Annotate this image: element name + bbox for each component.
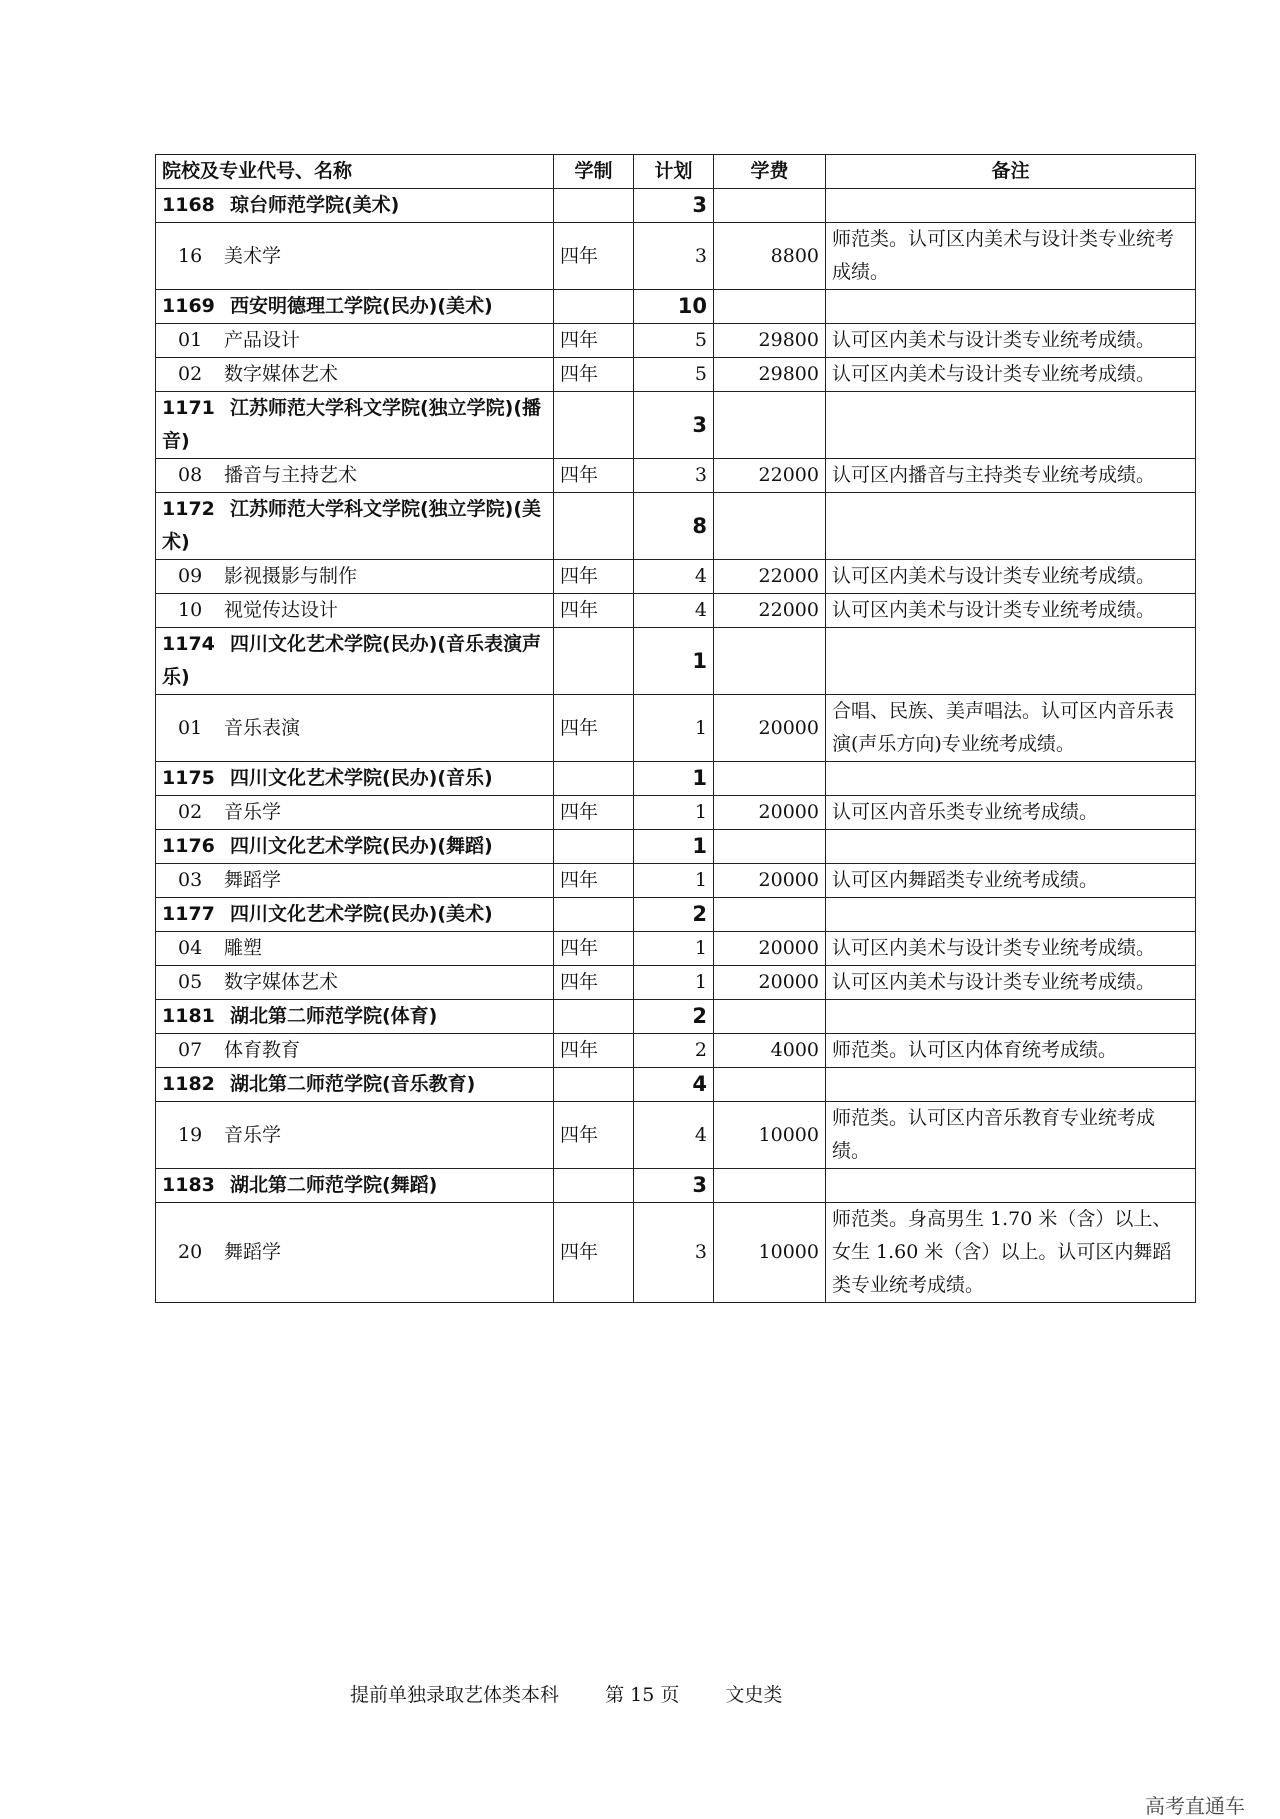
fee-cell [714, 830, 826, 864]
plan-value: 1 [692, 766, 707, 790]
plan-value: 2 [694, 1039, 707, 1061]
row-code: 09 [178, 565, 203, 587]
plan-cell [634, 762, 714, 796]
fee-cell [714, 358, 826, 392]
row-code: 02 [178, 363, 203, 385]
plan-cell [634, 358, 714, 392]
plan-cell [634, 324, 714, 358]
duration-value: 四年 [560, 329, 599, 351]
duration-cell [554, 358, 634, 392]
school-row [156, 290, 1196, 324]
name-cell [156, 324, 554, 358]
row-code: 1182 [162, 1073, 215, 1095]
row-name: 音乐表演 [224, 716, 301, 739]
name-cell [156, 1000, 554, 1034]
plan-value: 1 [692, 648, 707, 673]
fee-cell [714, 594, 826, 628]
duration-cell [554, 594, 634, 628]
row-name: 产品设计 [224, 329, 301, 351]
school-row [156, 1000, 1196, 1034]
name-cell [156, 290, 554, 324]
note-cell [826, 1102, 1196, 1169]
fee-cell [714, 392, 826, 459]
row-code: 02 [178, 801, 203, 823]
duration-cell [554, 392, 634, 459]
fee-value: 8800 [770, 244, 819, 267]
fee-cell [714, 290, 826, 324]
fee-value: 20000 [758, 937, 819, 959]
plan-value: 5 [694, 363, 707, 385]
note-cell [826, 324, 1196, 358]
row-name: 湖北第二师范学院(音乐教育) [230, 1073, 476, 1095]
note-value: 师范类。身高男生 1.70 米（含）以上、女生 1.60 米（含）以上。认可区内舞蹈类专业统考成绩。 [832, 1208, 1172, 1296]
plan-cell [634, 290, 714, 324]
note-cell [826, 358, 1196, 392]
note-cell [826, 628, 1196, 695]
duration-cell [554, 459, 634, 493]
plan-cell [634, 966, 714, 1000]
name-cell [156, 898, 554, 932]
note-cell [826, 594, 1196, 628]
duration-cell [554, 493, 634, 560]
admissions-table [155, 154, 1196, 1303]
plan-cell [634, 1034, 714, 1068]
note-cell [826, 695, 1196, 762]
row-code: 08 [178, 464, 203, 486]
row-name: 数字媒体艺术 [224, 363, 339, 385]
row-name: 西安明德理工学院(民办)(美术) [230, 295, 493, 317]
row-name: 舞蹈学 [224, 1241, 282, 1263]
header-name: 院校及专业代号、名称 [156, 155, 554, 189]
header-plan: 计划 [634, 155, 714, 189]
plan-value: 5 [694, 329, 707, 351]
duration-value: 四年 [560, 937, 599, 959]
duration-cell [554, 898, 634, 932]
row-code: 19 [178, 1123, 203, 1146]
note-value: 认可区内美术与设计类专业统考成绩。 [832, 329, 1156, 351]
row-name: 湖北第二师范学院(舞蹈) [230, 1174, 438, 1196]
row-code: 1174 [162, 633, 215, 655]
row-code: 03 [178, 869, 203, 891]
major-row [156, 695, 1196, 762]
duration-value: 四年 [560, 716, 599, 739]
note-cell [826, 493, 1196, 560]
plan-cell [634, 1102, 714, 1169]
duration-cell [554, 223, 634, 290]
note-cell [826, 966, 1196, 1000]
plan-cell [634, 932, 714, 966]
duration-value: 四年 [560, 599, 599, 621]
fee-value: 22000 [758, 565, 819, 587]
name-cell [156, 358, 554, 392]
name-cell [156, 560, 554, 594]
plan-value: 4 [694, 565, 707, 587]
header-fee: 学费 [714, 155, 826, 189]
note-value: 认可区内音乐类专业统考成绩。 [832, 801, 1099, 823]
note-cell [826, 932, 1196, 966]
duration-value: 四年 [560, 971, 599, 993]
watermark: 高考直通车 [1145, 1794, 1245, 1818]
row-code: 16 [178, 244, 203, 267]
plan-value: 1 [692, 834, 707, 858]
header-note: 备注 [826, 155, 1196, 189]
plan-cell [634, 830, 714, 864]
plan-value: 1 [694, 937, 707, 959]
note-cell [826, 1068, 1196, 1102]
plan-cell [634, 392, 714, 459]
note-value: 认可区内美术与设计类专业统考成绩。 [832, 599, 1156, 621]
fee-cell [714, 695, 826, 762]
plan-value: 1 [694, 971, 707, 993]
duration-cell [554, 695, 634, 762]
row-name: 数字媒体艺术 [224, 971, 339, 993]
name-cell [156, 459, 554, 493]
fee-cell [714, 189, 826, 223]
duration-cell [554, 189, 634, 223]
duration-value: 四年 [560, 464, 599, 486]
note-cell [826, 796, 1196, 830]
duration-value: 四年 [560, 244, 599, 267]
plan-cell [634, 695, 714, 762]
row-code: 1176 [162, 835, 215, 857]
major-row [156, 796, 1196, 830]
duration-cell [554, 1203, 634, 1303]
name-cell [156, 1102, 554, 1169]
duration-cell [554, 1169, 634, 1203]
note-value: 认可区内美术与设计类专业统考成绩。 [832, 971, 1156, 993]
row-name: 音乐学 [224, 1123, 282, 1146]
plan-value: 3 [694, 1241, 707, 1263]
duration-cell [554, 1000, 634, 1034]
fee-cell [714, 864, 826, 898]
school-row [156, 1169, 1196, 1203]
note-cell [826, 1034, 1196, 1068]
major-row [156, 1102, 1196, 1169]
duration-cell [554, 966, 634, 1000]
row-code: 01 [178, 329, 203, 351]
plan-value: 2 [692, 1004, 707, 1028]
plan-cell [634, 1203, 714, 1303]
row-name: 四川文化艺术学院(民办)(音乐表演声乐) [162, 633, 542, 688]
duration-cell [554, 560, 634, 594]
fee-cell [714, 762, 826, 796]
note-value: 认可区内美术与设计类专业统考成绩。 [832, 937, 1156, 959]
duration-cell [554, 628, 634, 695]
note-value: 认可区内播音与主持类专业统考成绩。 [832, 464, 1156, 486]
note-value: 认可区内美术与设计类专业统考成绩。 [832, 363, 1156, 385]
row-code: 1175 [162, 767, 215, 789]
fee-cell [714, 324, 826, 358]
plan-value: 3 [694, 464, 707, 486]
duration-cell [554, 796, 634, 830]
fee-cell [714, 493, 826, 560]
plan-value: 1 [694, 801, 707, 823]
note-value: 师范类。认可区内体育统考成绩。 [832, 1039, 1118, 1061]
fee-cell [714, 560, 826, 594]
row-code: 1168 [162, 194, 215, 216]
header-duration: 学制 [554, 155, 634, 189]
fee-cell [714, 459, 826, 493]
name-cell [156, 932, 554, 966]
fee-cell [714, 932, 826, 966]
major-row [156, 459, 1196, 493]
fee-cell [714, 1034, 826, 1068]
name-cell [156, 1203, 554, 1303]
row-code: 1171 [162, 397, 215, 419]
note-cell [826, 560, 1196, 594]
name-cell [156, 864, 554, 898]
note-cell [826, 1203, 1196, 1303]
row-name: 四川文化艺术学院(民办)(舞蹈) [230, 835, 493, 857]
major-row [156, 358, 1196, 392]
school-row [156, 628, 1196, 695]
major-row [156, 1034, 1196, 1068]
row-name: 四川文化艺术学院(民办)(美术) [230, 903, 493, 925]
fee-cell [714, 628, 826, 695]
fee-value: 22000 [758, 599, 819, 621]
fee-value: 10000 [758, 1123, 819, 1146]
row-code: 20 [178, 1241, 203, 1263]
row-name: 雕塑 [224, 937, 263, 959]
row-code: 01 [178, 716, 203, 739]
row-name: 舞蹈学 [224, 869, 282, 891]
note-cell [826, 830, 1196, 864]
name-cell [156, 594, 554, 628]
row-code: 1183 [162, 1174, 215, 1196]
note-cell [826, 1169, 1196, 1203]
plan-value: 4 [694, 1123, 707, 1146]
plan-cell [634, 628, 714, 695]
plan-value: 4 [694, 599, 707, 621]
note-value: 合唱、民族、美声唱法。认可区内音乐表演(声乐方向)专业统考成绩。 [832, 700, 1175, 755]
row-code: 1169 [162, 295, 215, 317]
row-name: 琼台师范学院(美术) [230, 194, 400, 216]
duration-cell [554, 324, 634, 358]
plan-cell [634, 796, 714, 830]
note-value: 认可区内舞蹈类专业统考成绩。 [832, 869, 1099, 891]
name-cell [156, 830, 554, 864]
fee-cell [714, 796, 826, 830]
row-name: 美术学 [224, 244, 282, 267]
plan-value: 10 [677, 294, 707, 318]
plan-cell [634, 898, 714, 932]
plan-cell [634, 189, 714, 223]
plan-cell [634, 864, 714, 898]
fee-value: 20000 [758, 801, 819, 823]
plan-cell [634, 493, 714, 560]
school-row [156, 493, 1196, 560]
footer-page: 第 15 页 [605, 1684, 680, 1706]
plan-value: 4 [692, 1072, 707, 1096]
fee-cell [714, 966, 826, 1000]
row-name: 江苏师范大学科文学院(独立学院)(美术) [162, 498, 542, 553]
major-row [156, 594, 1196, 628]
fee-value: 29800 [758, 329, 819, 351]
note-cell [826, 459, 1196, 493]
plan-cell [634, 1169, 714, 1203]
fee-cell [714, 1102, 826, 1169]
major-row [156, 1203, 1196, 1303]
school-row [156, 392, 1196, 459]
fee-value: 20000 [758, 869, 819, 891]
row-code: 04 [178, 937, 203, 959]
name-cell [156, 796, 554, 830]
plan-cell [634, 594, 714, 628]
row-code: 07 [178, 1039, 203, 1061]
school-row [156, 189, 1196, 223]
major-row [156, 864, 1196, 898]
row-name: 体育教育 [224, 1039, 301, 1061]
plan-value: 1 [694, 869, 707, 891]
note-cell [826, 290, 1196, 324]
fee-value: 22000 [758, 464, 819, 486]
school-row [156, 762, 1196, 796]
major-row [156, 560, 1196, 594]
row-code: 1181 [162, 1005, 215, 1027]
note-value: 师范类。认可区内音乐教育专业统考成绩。 [832, 1107, 1156, 1162]
table-header-row [156, 155, 1196, 189]
note-cell [826, 392, 1196, 459]
name-cell [156, 695, 554, 762]
duration-cell [554, 932, 634, 966]
name-cell [156, 1169, 554, 1203]
fee-value: 4000 [770, 1039, 819, 1061]
row-name: 湖北第二师范学院(体育) [230, 1005, 438, 1027]
duration-cell [554, 290, 634, 324]
name-cell [156, 1034, 554, 1068]
major-row [156, 932, 1196, 966]
duration-value: 四年 [560, 565, 599, 587]
note-cell [826, 1000, 1196, 1034]
major-row [156, 223, 1196, 290]
name-cell [156, 223, 554, 290]
plan-value: 3 [692, 1173, 707, 1197]
footer-subject: 文史类 [725, 1684, 783, 1706]
note-cell [826, 762, 1196, 796]
fee-cell [714, 1000, 826, 1034]
fee-cell [714, 898, 826, 932]
row-name: 视觉传达设计 [224, 599, 339, 621]
name-cell [156, 493, 554, 560]
duration-value: 四年 [560, 1039, 599, 1061]
school-row [156, 830, 1196, 864]
fee-cell [714, 1203, 826, 1303]
row-code: 1172 [162, 498, 215, 520]
duration-cell [554, 1102, 634, 1169]
plan-value: 3 [692, 193, 707, 217]
fee-value: 20000 [758, 971, 819, 993]
fee-value: 29800 [758, 363, 819, 385]
name-cell [156, 392, 554, 459]
duration-value: 四年 [560, 1123, 599, 1146]
name-cell [156, 762, 554, 796]
duration-value: 四年 [560, 1241, 599, 1263]
fee-cell [714, 1068, 826, 1102]
table-body [156, 189, 1196, 1303]
fee-value: 20000 [758, 716, 819, 739]
name-cell [156, 966, 554, 1000]
duration-cell [554, 1034, 634, 1068]
row-code: 1177 [162, 903, 215, 925]
note-value: 认可区内美术与设计类专业统考成绩。 [832, 565, 1156, 587]
fee-value: 10000 [758, 1241, 819, 1263]
plan-value: 1 [694, 716, 707, 739]
page-footer [350, 1680, 822, 1707]
note-cell [826, 898, 1196, 932]
plan-value: 2 [692, 902, 707, 926]
duration-value: 四年 [560, 363, 599, 385]
name-cell [156, 189, 554, 223]
footer-category: 提前单独录取艺体类本科 [350, 1684, 560, 1706]
note-cell [826, 223, 1196, 290]
row-name: 音乐学 [224, 801, 282, 823]
row-name: 播音与主持艺术 [224, 464, 358, 486]
note-value: 师范类。认可区内美术与设计类专业统考成绩。 [832, 228, 1175, 283]
row-code: 05 [178, 971, 203, 993]
major-row [156, 966, 1196, 1000]
fee-cell [714, 1169, 826, 1203]
duration-value: 四年 [560, 801, 599, 823]
plan-value: 8 [692, 513, 707, 538]
name-cell [156, 628, 554, 695]
row-code: 10 [178, 599, 203, 621]
row-name: 四川文化艺术学院(民办)(音乐) [230, 767, 493, 789]
plan-value: 3 [692, 412, 707, 437]
plan-cell [634, 223, 714, 290]
duration-cell [554, 864, 634, 898]
plan-value: 3 [694, 244, 707, 267]
note-cell [826, 864, 1196, 898]
school-row [156, 898, 1196, 932]
row-name: 影视摄影与制作 [224, 565, 358, 587]
plan-cell [634, 560, 714, 594]
name-cell [156, 1068, 554, 1102]
duration-value: 四年 [560, 869, 599, 891]
duration-cell [554, 762, 634, 796]
major-row [156, 324, 1196, 358]
fee-cell [714, 223, 826, 290]
school-row [156, 1068, 1196, 1102]
duration-cell [554, 830, 634, 864]
plan-cell [634, 459, 714, 493]
note-cell [826, 189, 1196, 223]
plan-cell [634, 1068, 714, 1102]
duration-cell [554, 1068, 634, 1102]
row-name: 江苏师范大学科文学院(独立学院)(播音) [162, 397, 542, 452]
plan-cell [634, 1000, 714, 1034]
